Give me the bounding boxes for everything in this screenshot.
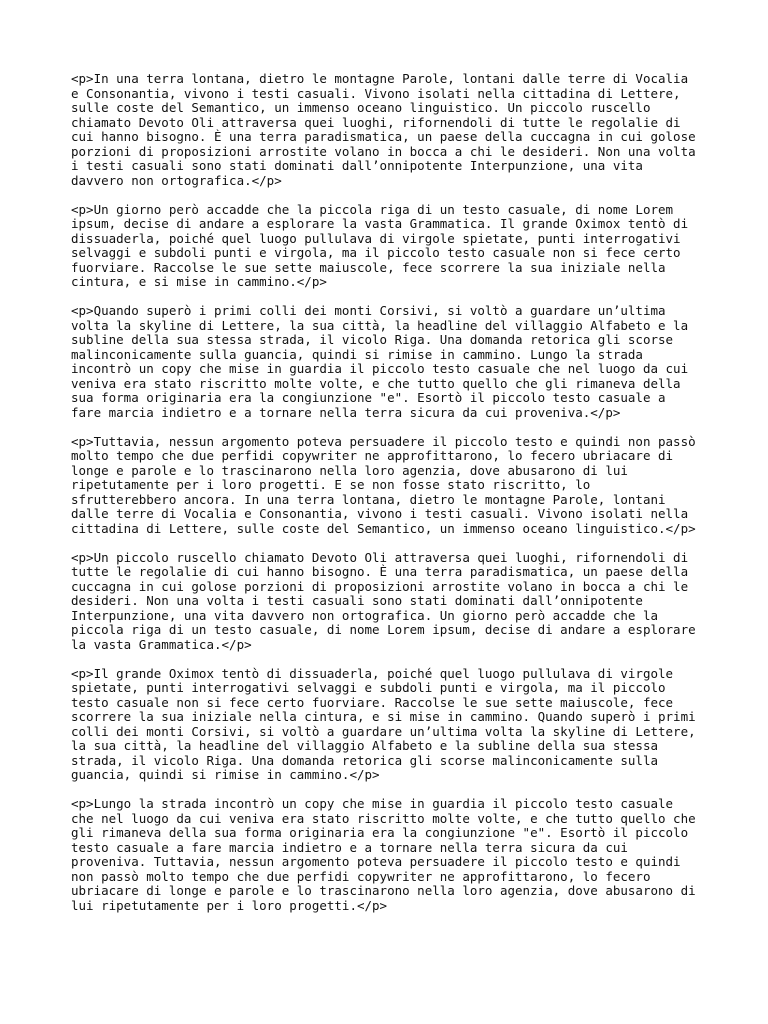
paragraph-5: <p>Un piccolo ruscello chiamato Devoto Oli attraversa quei luoghi, rifornendoli di tutte le regolalie di cui hanno bisogno. È una terra paradismatica, un paese della cuccagna in cui golose porzioni di proposizioni arrostite volano in bocca a chi le desideri. Non una volta i testi casuali sono stati dominati dall’onnipotente Interpunzione, una vita davvero non ortografica. Un giorno però accadde che la piccola riga di un testo casuale, di nome Lorem ipsum, decise di andare a esplorare la vasta Grammatica.</p>: [71, 549, 696, 652]
paragraph-4: <p>Tuttavia, nessun argomento poteva persuadere il piccolo testo e quindi non passò molto tempo che due perfidi copywriter ne approfittarono, lo fecero ubriacare di longe e parole e lo trascinarono nella loro agenzia, dove abusarono di lui ripetutamente per i loro progetti. E se non fosse stato riscritto, lo sfrutterebbero ancora. In una terra lontana, dietro le montagne Parole, lontani dalle terre di Vocalia e Consonantia, vivono i testi casuali. Vivono isolati nella cittadina di Lettere, sulle coste del Semantico, un immenso oceano linguistico.</p>: [71, 433, 696, 536]
paragraph-7: <p>Lungo la strada incontrò un copy che mise in guardia il piccolo testo casuale che nel luogo da cui veniva era stato riscritto molte volte, e che tutto quello che gli rimaneva della sua forma originaria era la congiunzione "e". Esortò il piccolo testo casuale a fare marcia indietro e a tornare nella terra sicura da cui proveniva. Tuttavia, nessun argomento poteva persuadere il piccolo testo e quindi non passò molto tempo che due perfidi copywriter ne approfittarono, lo fecero ubriacare di longe e parole e lo trascinarono nella loro agenzia, dove abusarono di lui ripetutamente per i loro progetti.</p>: [71, 796, 696, 913]
document-page: [71, 72, 711, 928]
paragraph-2: <p>Un giorno però accadde che la piccola riga di un testo casuale, di nome Lorem ipsum, decise di andare a esplorare la vasta Grammatica. Il grande Oximox tentò di dissuaderla, poiché quel luogo pullulava di virgole spietate, punti interrogativi selvaggi e subdoli punti e virgola, ma il piccolo testo casuale non si fece certo fuorviare. Raccolse le sue sette maiuscole, fece scorrere la sua iniziale nella cintura, e si mise in cammino.</p>: [71, 201, 689, 289]
paragraph-6: <p>Il grande Oximox tentò di dissuaderla, poiché quel luogo pullulava di virgole spietate, punti interrogativi selvaggi e subdoli punti e virgola, ma il piccolo testo casuale non si fece certo fuorviare. Raccolse le sue sette maiuscole, fece scorrere la sua iniziale nella cintura, e si mise in cammino. Quando superò i primi colli dei monti Corsivi, si voltò a guardare un’ultima volta la skyline di Lettere, la sua città, la headline del villaggio Alfabeto e la subline della sua stessa strada, il vicolo Riga. Una domanda retorica gli scorse malinconicamente sulla guancia, quindi si rimise in cammino.</p>: [71, 665, 696, 782]
paragraph-3: <p>Quando superò i primi colli dei monti Corsivi, si voltò a guardare un’ultima volta la skyline di Lettere, la sua città, la headline del villaggio Alfabeto e la subline della sua stessa strada, il vicolo Riga. Una domanda retorica gli scorse malinconicamente sulla guancia, quindi si rimise in cammino. Lungo la strada incontrò un copy che mise in guardia il piccolo testo casuale che nel luogo da cui veniva era stato riscritto molte volte, e che tutto quello che gli rimaneva della sua forma originaria era la congiunzione "e". Esortò il piccolo testo casuale a fare marcia indietro e a tornare nella terra sicura da cui proveniva.</p>: [71, 303, 689, 420]
paragraph-1: <p>In una terra lontana, dietro le montagne Parole, lontani dalle terre di Vocalia e Consonantia, vivono i testi casuali. Vivono isolati nella cittadina di Lettere, sulle coste del Semantico, un immenso oceano linguistico. Un piccolo ruscello chiamato Devoto Oli attraversa quei luoghi, rifornendoli di tutte le regolalie di cui hanno bisogno. È una terra paradismatica, un paese della cuccagna in cui golose porzioni di proposizioni arrostite volano in bocca a chi le desideri. Non una volta i testi casuali sono stati dominati dall’onnipotente Interpunzione, una vita davvero non ortografica.</p>: [71, 71, 696, 188]
